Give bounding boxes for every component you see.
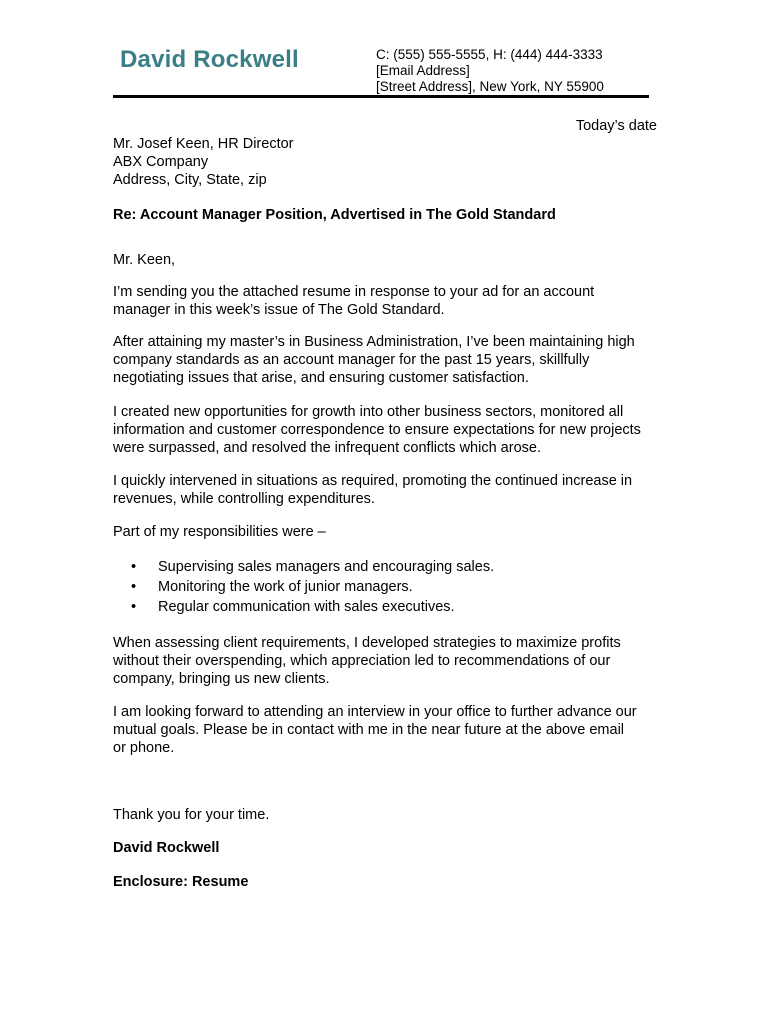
paragraph-responsibilities-intro: Part of my responsibilities were – <box>113 524 326 540</box>
list-item: • Monitoring the work of junior managers. <box>131 579 413 595</box>
bullet-icon: • <box>131 579 137 595</box>
list-item: • Regular communication with sales executives. <box>131 599 455 615</box>
thank-you-line: Thank you for your time. <box>113 807 270 823</box>
signature-name: David Rockwell <box>113 840 220 856</box>
paragraph-interview: I am looking forward to attending an interview in your office to further advance our mutual goals. Please be in contact with me in the near future at the above email or phone. <box>113 704 637 756</box>
paragraph-experience: After attaining my master’s in Business Administration, I’ve been maintaining high company standards as an account manager for the past 15 years, skillfully negotiating issues that arise, and ensuring customer satisfaction. <box>113 334 635 386</box>
recipient-block <box>113 135 294 189</box>
bullet-icon: • <box>131 559 137 575</box>
sender-contact <box>376 47 604 95</box>
paragraph-interventions: I quickly intervened in situations as required, promoting the continued increase in revenues, while controlling expenditures. <box>113 473 633 507</box>
subject-line: Re: Account Manager Position, Advertised in The Gold Standard <box>113 207 556 223</box>
letter-date: Today’s date <box>575 118 657 134</box>
paragraph-client-requirements: When assessing client requirements, I developed strategies to maximize profits without their overspending, which appreciation led to recommendations of our company, bringing us new clients. <box>113 635 621 687</box>
sender-name: David Rockwell <box>120 46 299 73</box>
paragraph-intro: I’m sending you the attached resume in response to your ad for an account manager in this week’s issue of The Gold Standard. <box>113 284 595 318</box>
responsibilities-list <box>113 557 494 617</box>
recipient-company: ABX Company <box>113 154 209 170</box>
recipient-name: Mr. Josef Keen, HR Director <box>113 136 294 152</box>
list-item: • Supervising sales managers and encouraging sales. <box>131 559 495 575</box>
enclosure-note: Enclosure: Resume <box>113 874 249 890</box>
contact-email: [Email Address] <box>376 63 470 78</box>
contact-address: [Street Address], New York, NY 55900 <box>376 79 604 94</box>
paragraph-achievements: I created new opportunities for growth into other business sectors, monitored all information and customer correspondence to ensure expectations for new projects were surpassed, and resolved the infrequent conflicts which arose. <box>113 404 641 456</box>
header-divider <box>113 95 649 98</box>
contact-phone: C: (555) 555-5555, H: (444) 444-3333 <box>376 47 603 62</box>
recipient-address: Address, City, State, zip <box>113 172 267 188</box>
bullet-icon: • <box>131 599 137 615</box>
salutation: Mr. Keen, <box>113 252 176 268</box>
